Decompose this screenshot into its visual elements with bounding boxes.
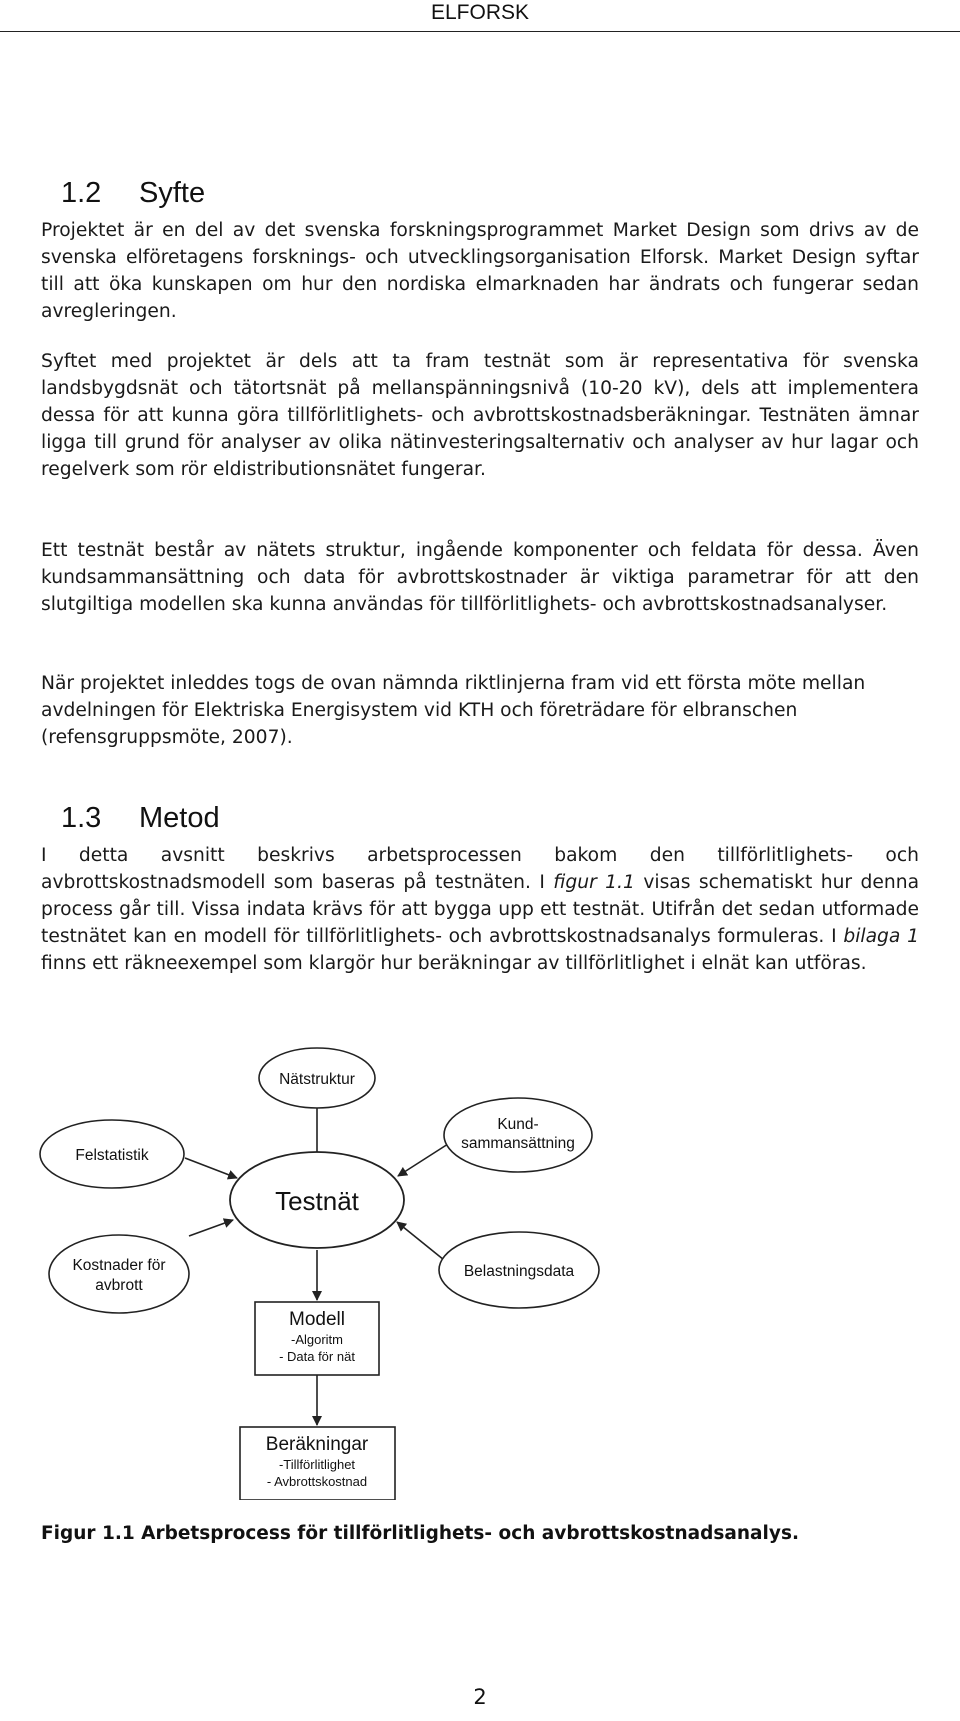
- node-kund-label-2: sammansättning: [461, 1135, 575, 1152]
- arrow-kostnader-testnat: [189, 1220, 233, 1236]
- node-kostnader-label-2: avbrott: [95, 1277, 143, 1294]
- page-number: 2: [473, 1685, 487, 1709]
- page-header: [0, 0, 960, 32]
- paragraph-text: visas schematiskt hur denna process går till. Vissa indata krävs för att bygga upp ett testnät. Utifrån det sedan utformade testnätet kan en modell för tillförlitlighets- och avbrottskostnadsanalys formuleras. I: [41, 872, 920, 947]
- node-modell-item-1: -Algoritm: [290, 1332, 344, 1347]
- header-title: ELFORSK: [430, 1, 530, 24]
- paragraph-syfte-3: Ett testnät består av nätets struktur, ingående komponenter och feldata för dessa. Även kundsammansättning och data för avbrottskostnader är viktiga parametrar för att den slutgiltiga modellen ska kunna användas för tillförlitlighets- och avbrottskostnadsanalyser.: [41, 540, 919, 615]
- paragraph-text: I detta avsnitt beskrivs arbetsprocessen bakom den tillförlitlighets- och avbrottskostnadsmodell som baseras på testnäten. I: [41, 845, 919, 893]
- section-heading-metod: [61, 801, 220, 835]
- arrow-felstatistik-testnat: [185, 1158, 237, 1178]
- section-title: Metod: [139, 802, 220, 834]
- figure-caption: Figur 1.1 Arbetsprocess för tillförlitlighets- och avbrottskostnadsanalys.: [41, 1523, 799, 1544]
- node-berakningar-title: Beräkningar: [265, 1434, 369, 1455]
- node-testnat-label: Testnät: [275, 1186, 359, 1216]
- paragraph-syfte-2: Syftet med projektet är dels att ta fram testnät som är representativa för svenska landsbygdsnät och tätortsnät på mellanspänningsnivå (10-20 kV), dels att implementera dessa för att kunna göra tillförlitlighets- och avbrottskostnadsberäkningar. Testnäten ämnar ligga till grund för analyser av olika nätinvesteringsalternativ och analyser av hur lagar och regelverk som rör eldistributionsnätet fungerar.: [41, 351, 919, 480]
- paragraph-text: finns ett räkneexempel som klargör hur beräkningar av tillförlitlighet i elnät kan utföras.: [41, 953, 867, 974]
- section-heading-syfte: [61, 176, 205, 210]
- arrow-kund-testnat: [398, 1144, 448, 1176]
- paragraph-syfte-1: Projektet är en del av det svenska forskningsprogrammet Market Design som drivs av de svenska elföretagens forsknings- och utvecklingsorganisation Elforsk. Market Design syftar till att öka kunskapen om hur den nordiska elmarknaden har ändrats och fungerar sedan avregleringen.: [41, 220, 919, 322]
- node-felstatistik-label: Felstatistik: [75, 1147, 149, 1164]
- paragraph-syfte-4: När projektet inleddes togs de ovan nämnda riktlinjerna fram vid ett första möte mellan avdelningen för Elektriska Energisystem vid KTH och företrädare för elbranschen (refensgruppsmöte, 2007).: [41, 673, 866, 748]
- node-kostnader-label-1: Kostnader för: [72, 1257, 166, 1274]
- node-kostnader: [49, 1235, 189, 1313]
- node-natstruktur-label: Nätstruktur: [279, 1071, 355, 1088]
- section-number: 1.2: [61, 177, 102, 209]
- node-belastningsdata-label: Belastningsdata: [463, 1263, 575, 1280]
- arrow-belastning-testnat: [397, 1222, 449, 1264]
- section-title: Syfte: [139, 177, 206, 209]
- node-modell-item-2: - Data för nät: [279, 1349, 355, 1364]
- figure-reference: figur 1.1: [553, 872, 635, 893]
- node-modell-title: Modell: [289, 1309, 345, 1330]
- process-diagram: [30, 1040, 630, 1500]
- appendix-reference: bilaga 1: [843, 926, 919, 947]
- paragraph-metod-1: [41, 842, 919, 977]
- node-berakningar-item-1: -Tillförlitlighet: [278, 1457, 356, 1472]
- node-kund-label-1: Kund-: [497, 1116, 539, 1133]
- section-number: 1.3: [61, 802, 102, 834]
- node-berakningar-item-2: - Avbrottskostnad: [266, 1474, 368, 1489]
